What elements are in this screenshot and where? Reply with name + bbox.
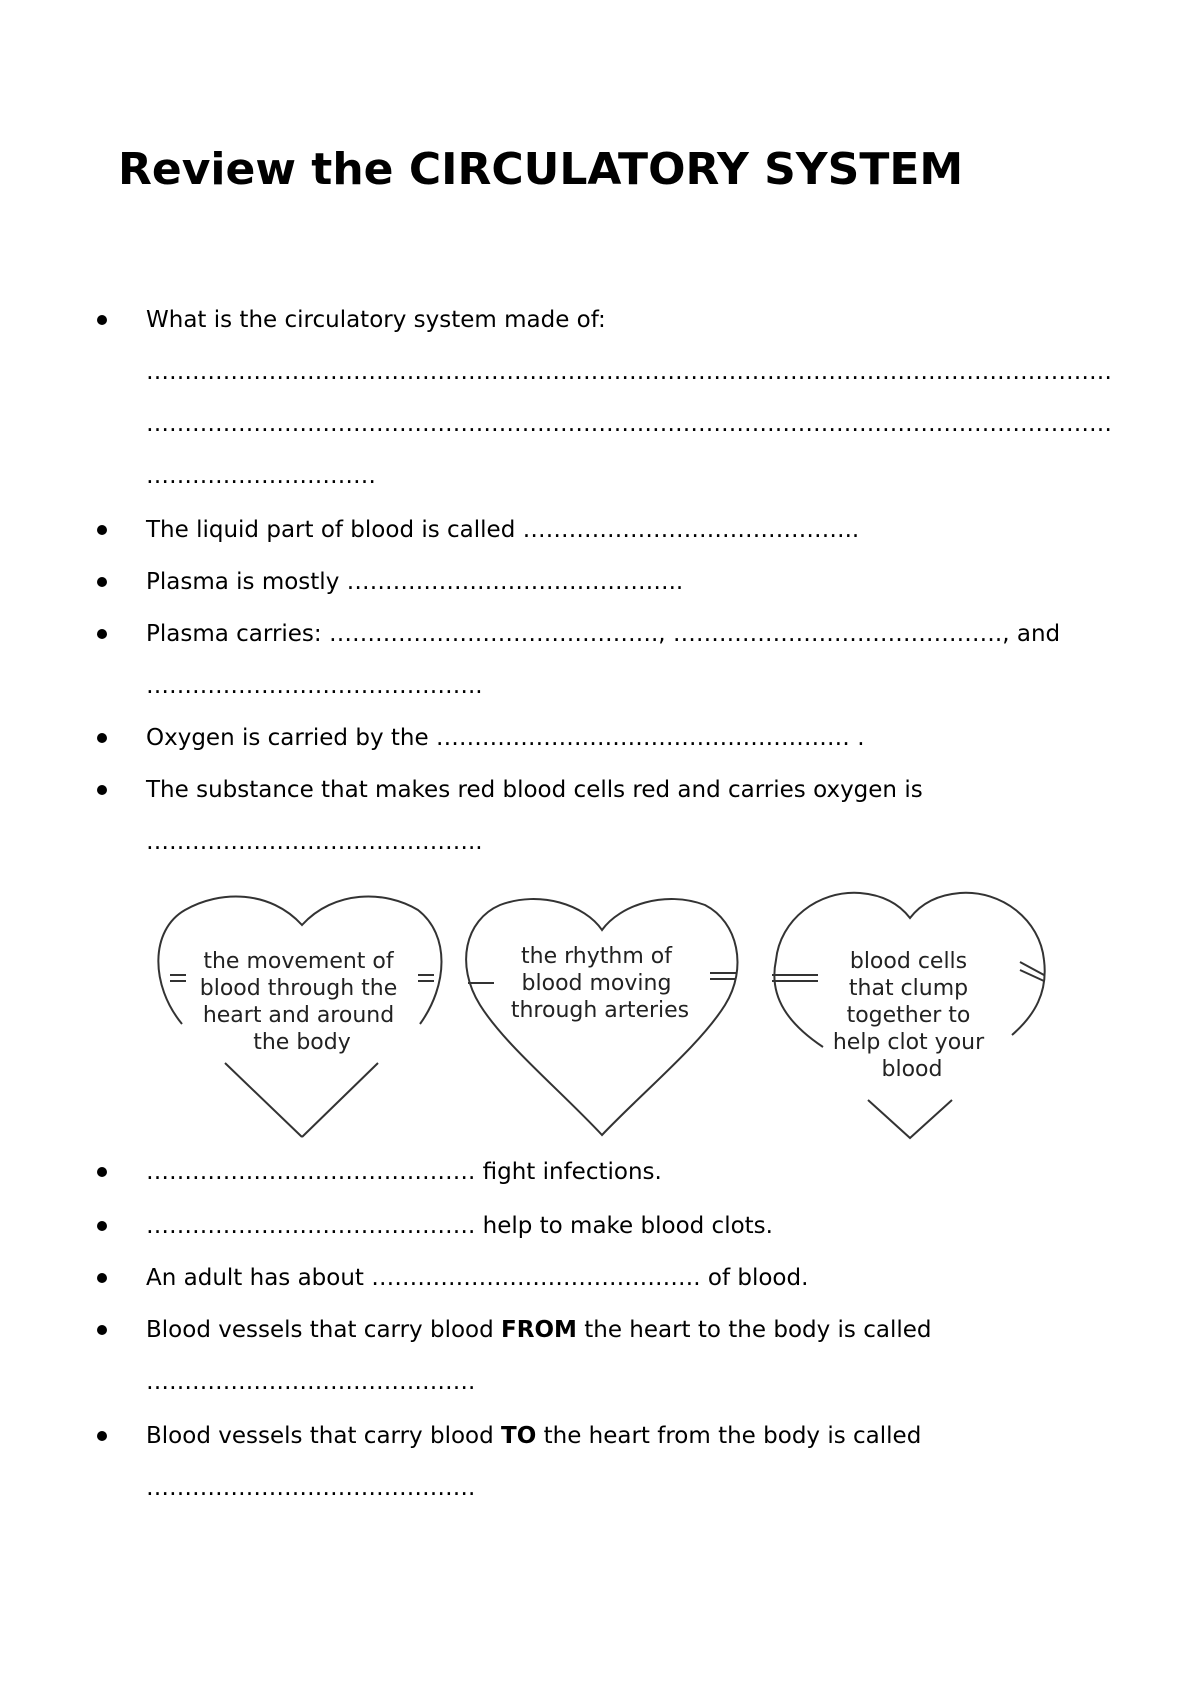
question-liquid-part: The liquid part of blood is called …………………………………….. [146, 517, 860, 543]
question-red-substance: The substance that makes red blood cells red and carries oxygen is [146, 777, 923, 803]
question-vessels-from-heart [146, 1314, 932, 1346]
answer-line: ……………………………………. [146, 1369, 476, 1395]
heart-card-circulation [158, 896, 441, 1137]
question-text: the heart from the body is called [536, 1423, 922, 1449]
heart-1-line: blood through the [199, 976, 398, 1001]
heart-2-line: the rhythm of [521, 944, 672, 969]
heart-1-line: the body [253, 1030, 351, 1055]
question-blood-clots: ……………………………………. help to make blood clots. [146, 1213, 773, 1239]
bullet [97, 1325, 107, 1335]
heart-3-line: together to [846, 1003, 971, 1028]
emphasis-to: TO [501, 1423, 537, 1449]
question-text: the heart to the body is called [576, 1317, 932, 1343]
page-title: Review the CIRCULATORY SYSTEM [118, 144, 964, 195]
answer-line: ……………………………………. [146, 1475, 476, 1501]
answer-line: …………………………………….. [146, 673, 483, 699]
bullet [97, 525, 107, 535]
heart-1-line: the movement of [203, 949, 394, 974]
answer-line: ……………………………………………………………………………………………………………… [146, 411, 1112, 437]
heart-2-line: through arteries [510, 998, 690, 1023]
heart-3-line: that clump [848, 976, 969, 1001]
bullet [97, 733, 107, 743]
bullet [97, 315, 107, 325]
question-plasma-mostly: Plasma is mostly …………………………………….. [146, 569, 684, 595]
bullet [97, 1221, 107, 1231]
bullet [97, 1431, 107, 1441]
question-text: Blood vessels that carry blood [146, 1317, 502, 1343]
question-adult-blood: An adult has about ……………………………………. of blood. [146, 1265, 809, 1291]
question-text: Blood vessels that carry blood [146, 1423, 502, 1449]
heart-3-line: help clot your [832, 1030, 985, 1055]
heart-2-line: blood moving [521, 971, 672, 996]
heart-1-line: heart and around [202, 1003, 395, 1028]
heart-2-text [511, 944, 689, 1023]
answer-line: …………………………………….. [146, 829, 483, 855]
answer-line: ……………………………………………………………………………………………………………… [146, 359, 1112, 385]
bullet [97, 785, 107, 795]
heart-card-platelets [772, 893, 1045, 1138]
question-vessels-to-heart [146, 1420, 921, 1452]
bullet [97, 1273, 107, 1283]
heart-3-line: blood [881, 1057, 943, 1082]
question-circulatory-system-parts: What is the circulatory system made of: [146, 307, 606, 333]
heart-3-line: blood cells [849, 949, 968, 974]
heart-3-text [833, 949, 991, 1082]
answer-line: ………………………… [146, 463, 376, 489]
heart-card-pulse [466, 899, 737, 1135]
heart-1-text [200, 949, 405, 1055]
question-fight-infections: ……………………………………. fight infections. [146, 1159, 662, 1185]
bullet [97, 629, 107, 639]
question-plasma-carries: Plasma carries: ……………………………………., ……………………………………., and [146, 621, 1061, 647]
bullet [97, 1167, 107, 1177]
bullet [97, 577, 107, 587]
emphasis-from: FROM [501, 1317, 577, 1343]
question-oxygen-carried: Oxygen is carried by the ……………………………………………… . [146, 725, 865, 751]
